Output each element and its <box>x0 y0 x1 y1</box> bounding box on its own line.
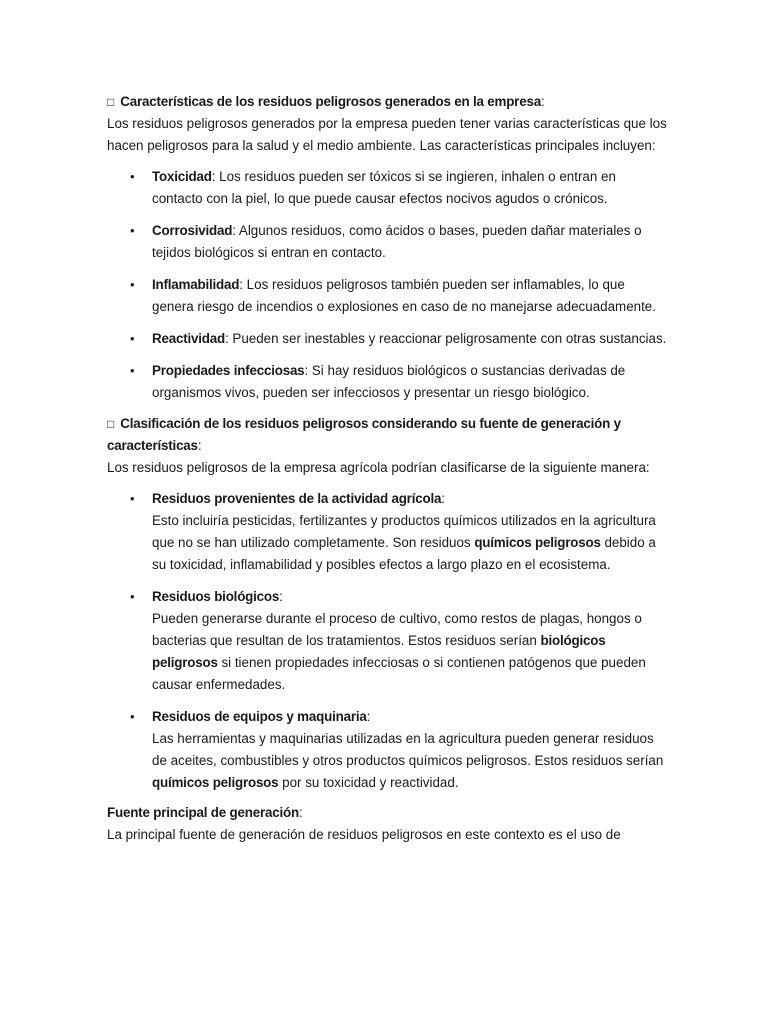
list-item <box>152 586 667 696</box>
item-term: Propiedades infecciosas <box>152 363 305 378</box>
item-text: : Algunos residuos, como ácidos o bases, pueden dañar materiales o tejidos biológicos si entran en contacto. <box>152 223 642 260</box>
list-item <box>152 706 667 794</box>
classification-list <box>107 488 667 794</box>
list-item <box>152 274 667 318</box>
heading-suffix: : <box>298 805 303 820</box>
item-text: : Pueden ser inestables y reaccionar peligrosamente con otras sustancias. <box>224 331 667 346</box>
checkbox-glyph-icon: □ <box>107 417 115 431</box>
item-desc-bold: químicos peligrosos <box>152 775 279 790</box>
list-item <box>152 220 667 264</box>
item-text: : Los residuos pueden ser tóxicos si se ingieren, inhalen o entran en contacto con la piel, lo que puede causar efectos nocivos agudos o crónicos. <box>152 169 616 206</box>
section-heading-clasificacion <box>107 413 667 457</box>
item-term: Residuos provenientes de la actividad agrícola <box>152 491 442 506</box>
item-term: Residuos de equipos y maquinaria <box>152 709 367 724</box>
item-text: : Si hay residuos biológicos o sustancias derivadas de organismos vivos, pueden ser infecciosos y presentar un riesgo biológico. <box>152 363 626 400</box>
section-intro: Los residuos peligrosos de la empresa agrícola podrían clasificarse de la siguiente manera: <box>107 460 650 475</box>
list-item <box>152 166 667 210</box>
item-term: Corrosividad <box>152 223 233 238</box>
heading-suffix: : <box>197 438 202 453</box>
section-intro: Los residuos peligrosos generados por la empresa pueden tener varias características que los hacen peligrosos para la salud y el medio ambiente. Las características principales incluyen: <box>107 116 667 153</box>
heading-text: Clasificación de los residuos peligrosos considerando su fuente de generación y características <box>107 416 621 453</box>
item-suffix: : <box>441 491 445 506</box>
item-desc: Pueden generarse durante el proceso de cultivo, como restos de plagas, hongos o bacterias que resultan de los tratamientos. Estos residuos serían <box>152 611 642 648</box>
item-text: : Los residuos peligrosos también pueden ser inflamables, lo que genera riesgo de incendios o explosiones en caso de no manejarse adecuadamente. <box>152 277 656 314</box>
item-desc: Esto incluiría pesticidas, fertilizantes y productos químicos utilizados en la agricultura que no se han utilizado completamente. Son residuos <box>152 513 656 550</box>
item-desc: por su toxicidad y reactividad. <box>278 775 459 790</box>
item-desc: Las herramientas y maquinarias utilizadas en la agricultura pueden generar residuos de aceites, combustibles y otros productos químicos peligrosos. Estos residuos serían <box>152 731 664 768</box>
item-suffix: : <box>279 589 283 604</box>
heading-text: Fuente principal de generación <box>107 805 299 820</box>
list-item <box>152 360 667 404</box>
item-term: Toxicidad <box>152 169 212 184</box>
item-desc-bold: químicos peligrosos <box>474 535 601 550</box>
section-heading-fuente <box>107 802 667 824</box>
item-term: Reactividad <box>152 331 225 346</box>
section-heading-caracteristicas <box>107 91 667 113</box>
document-page <box>107 91 667 846</box>
item-desc: si tienen propiedades infecciosas o si contienen patógenos que pueden causar enfermedades. <box>152 655 646 692</box>
heading-text: Características de los residuos peligrosos generados en la empresa <box>120 94 541 109</box>
item-term: Residuos biológicos <box>152 589 280 604</box>
checkbox-glyph-icon: □ <box>107 95 115 109</box>
list-item <box>152 328 667 350</box>
heading-suffix: : <box>540 94 545 109</box>
item-desc: debido a su toxicidad, inflamabilidad y posibles efectos a largo plazo en el ecosistema. <box>152 535 656 572</box>
list-item <box>152 488 667 576</box>
characteristics-list <box>107 166 667 404</box>
item-term: Inflamabilidad <box>152 277 240 292</box>
item-desc-bold: biológicos peligrosos <box>152 633 606 670</box>
section-body-text: La principal fuente de generación de residuos peligrosos en este contexto es el uso de <box>107 827 621 842</box>
item-suffix: : <box>366 709 371 724</box>
